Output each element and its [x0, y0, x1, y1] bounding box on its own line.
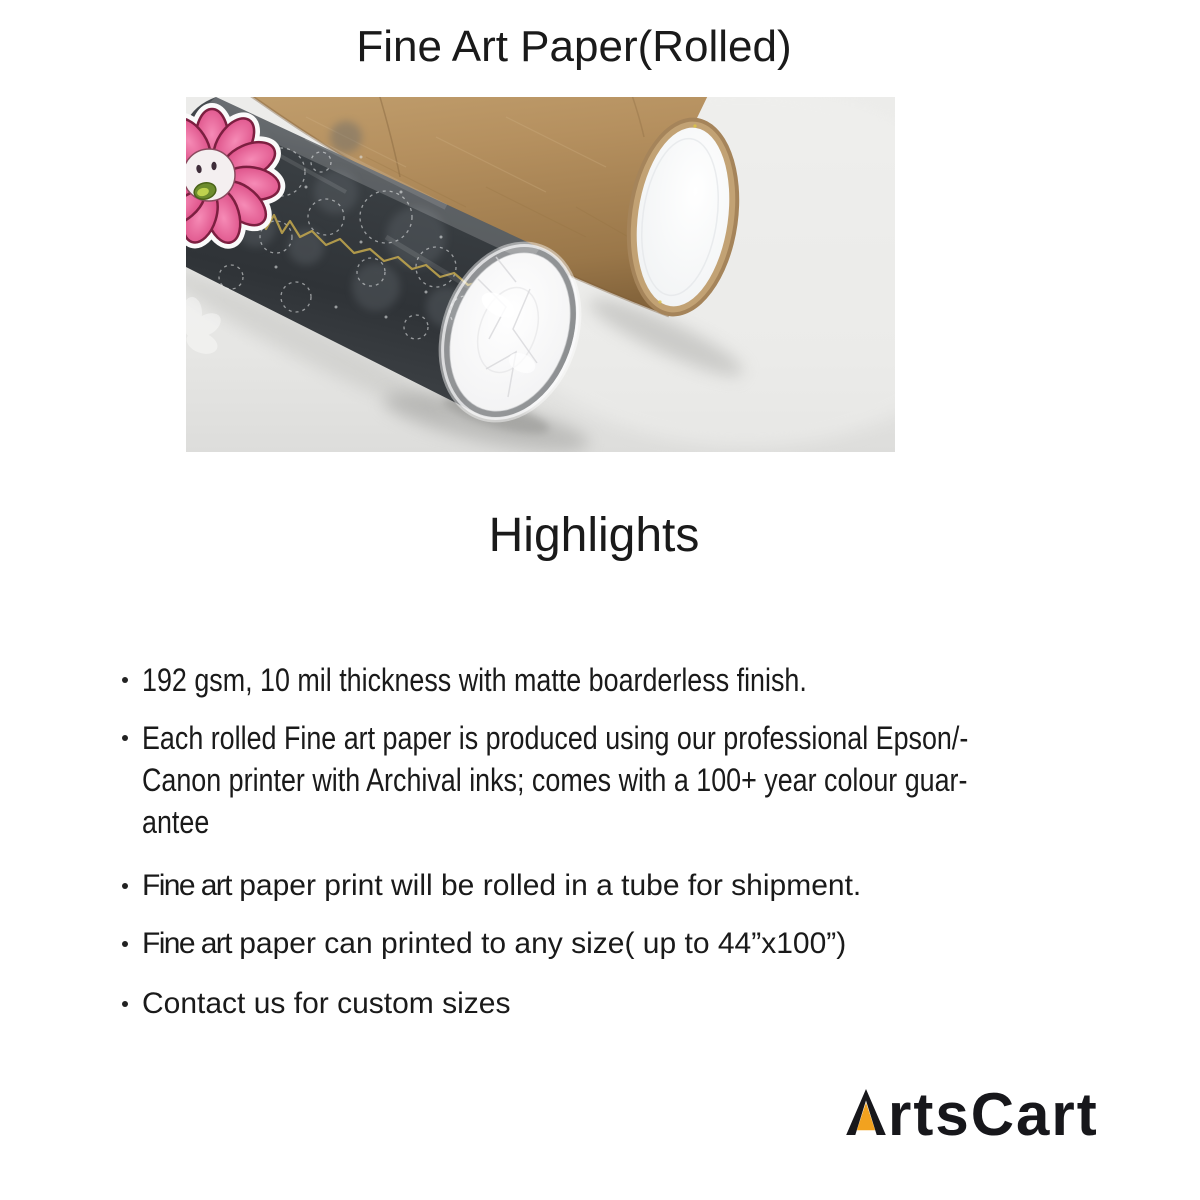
list-item [120, 718, 1130, 844]
bullet-dot [122, 735, 128, 741]
item-text: antee [142, 804, 210, 840]
list-item [120, 924, 1130, 964]
item-text: 192 gsm, 10 mil thickness with matte boarderless finish. [142, 662, 807, 698]
item-text: Each rolled Fine art paper is produced using our professional Epson/- [142, 720, 969, 756]
product-title: Fine Art Paper(Rolled) [356, 22, 792, 71]
brand-logo-text: rtsCart [888, 1081, 1099, 1148]
bullet-dot [122, 677, 128, 683]
item-text: Contact us for custom sizes [142, 987, 511, 1020]
item-text: paper print will be rolled in a tube for shipment. [230, 869, 862, 902]
bullet-dot [122, 1001, 128, 1007]
item-text-lead: Fine art [142, 927, 231, 960]
item-text: Canon printer with Archival inks; comes with a 100+ year colour guar- [142, 762, 968, 798]
bullet-dot [122, 941, 128, 947]
logo-a-mark [845, 1089, 887, 1135]
highlights-heading: Highlights [488, 509, 700, 562]
list-item [120, 984, 1130, 1024]
brand-logo [845, 1080, 1099, 1149]
product-photo [186, 97, 895, 452]
list-item [120, 866, 1130, 906]
item-text: paper can printed to any size( up to 44”x100”) [230, 927, 847, 960]
bullet-dot [122, 883, 128, 889]
list-item [120, 660, 1130, 702]
item-text-lead: Fine art [142, 869, 231, 902]
product-photo-scene [186, 97, 895, 452]
highlights-list [120, 660, 1130, 1024]
